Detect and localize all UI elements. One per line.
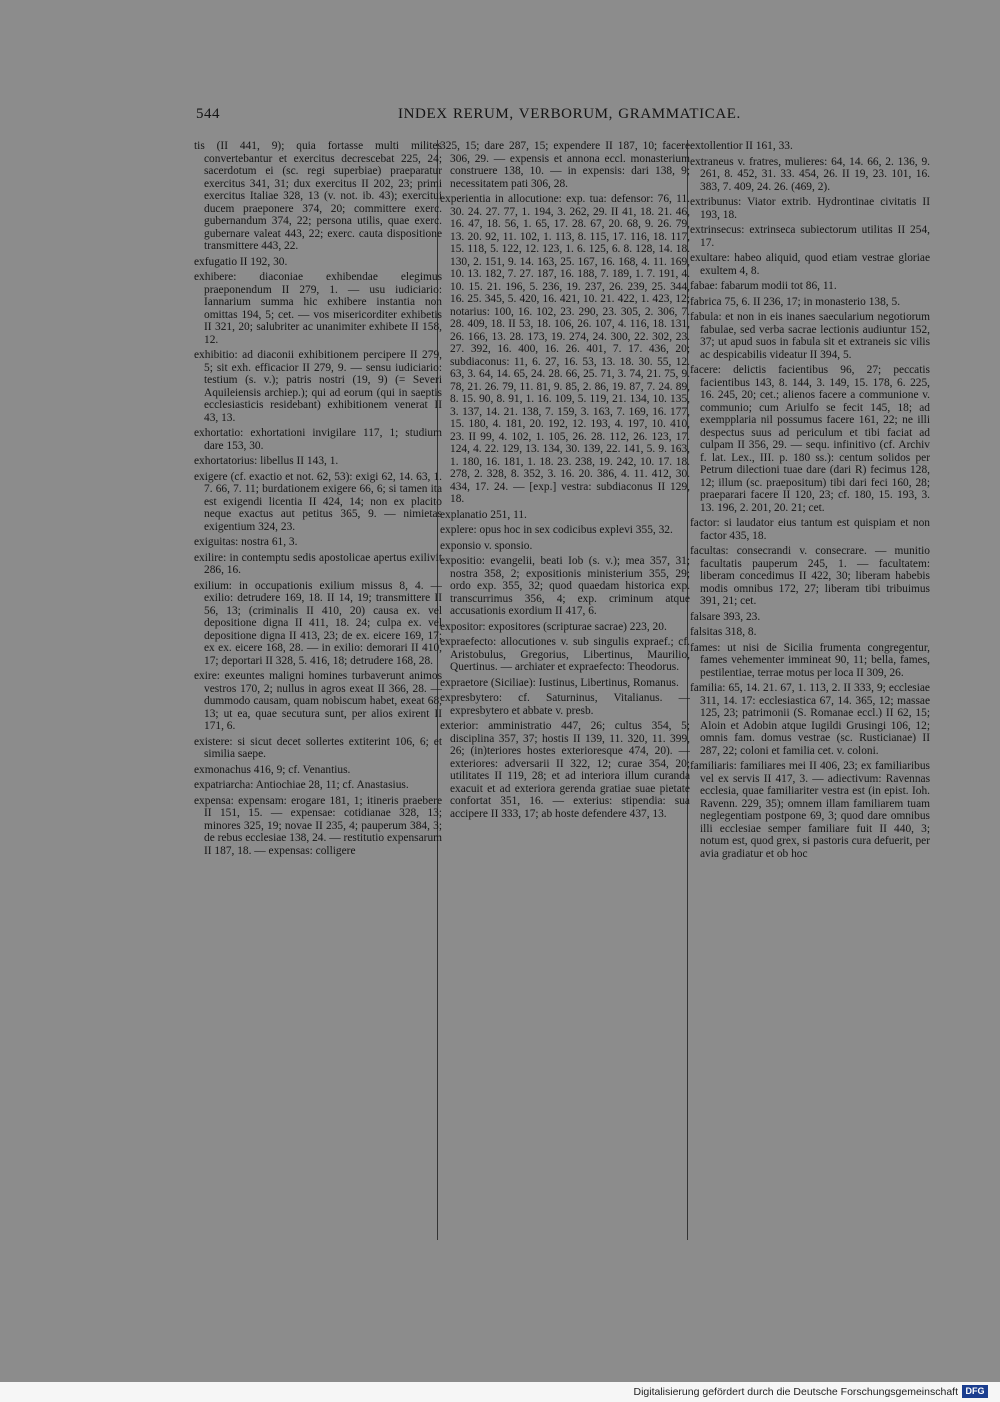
running-head: INDEX RERUM, VERBORUM, GRAMMATICAE. (398, 106, 741, 122)
index-entry: exilire: in contemptu sedis apostolicae apertus exilivit 286, 16. (194, 551, 442, 576)
index-entry: exhortatio: exhortationi invigilare 117, 1; studium dare 153, 30. (194, 427, 442, 452)
index-entry: expraetore (Siciliae): Iustinus, Libertinus, Romanus. (440, 676, 679, 689)
index-entry: falsitas 318, 8. (690, 626, 757, 638)
index-entry: exire: exeuntes maligni homines turbaverunt animos vestros 170, 2; nullus in agros exeat II 366, 28. — dummodo causam, quam nobiscum habet, exeat 68, 13; ut ea, quae secutura sunt, per alios exirent II 171, 6. (194, 670, 442, 732)
page-number: 544 (196, 106, 220, 122)
index-entry: explere: opus hoc in sex codicibus explevi 355, 32. (440, 524, 673, 536)
index-entry: exultare: habeo aliquid, quod etiam vestrae gloriae exultem 4, 8. (690, 252, 930, 277)
index-entry: exiguitas: nostra 61, 3. (194, 536, 298, 548)
index-entry: expensa: expensam: erogare 181, 1; itineris praebere II 151, 15. — expensae: cotidianae 328, 13; minores 325, 19; novae II 235, 4; pauperum 384, 3; de rebus ecclesiae 138, 24. — restitutio expensarum II 187, 18. — expensas: colligere (194, 794, 442, 857)
index-entry: factor: si laudator eius tantum est quispiam et non factor 435, 18. (690, 517, 930, 542)
index-column-2 (440, 140, 690, 1260)
index-entry: exterior: amministratio 447, 26; cultus 354, 5; disciplina 357, 37; hostis II 139, 11. 320, 11. 399, 26; (in)teriores hostes exterioresque 474, 20). — exteriores: adversarii II 322, 12; curae 354, 20; utilitates II 119, 28; et ad interiora illum curanda exacuit et ad exteriora gerenda gratiae suae pietate confortat 351, 16. — exterius: stipendia: sua accipere II 333, 17; ab hoste defendere 437, 13. (440, 720, 690, 820)
index-entry: exhortatorius: libellus II 143, 1. (194, 455, 339, 467)
index-entry: 325, 15; dare 287, 15; expendere II 187, 10; facere 306, 29. — expensis et annona eccl. monasterium construere 138, 10. — in expensis: dari 138, 9; necessitatem pati 306, 28. (440, 140, 690, 190)
index-entry: familiaris: familiares mei II 406, 23; ex familiaribus vel ex servis II 417, 3. — adiectivum: Ravennas ecclesia, quae familiariter vestra est (in epist. Ioh. Ravenn. 229, 35); omnem illam familiarem tuam neglegentiam postpone 69, 3; quod dare omnibus illi ecclesiae semper familiare fuit II 440, 3; notum est, quod grex, si pastoris cura defuerit, per avia gradiatur et ob hoc (690, 760, 930, 860)
dfg-logo: DFG (962, 1385, 988, 1398)
index-entry: explanatio 251, 11. (440, 508, 527, 521)
index-entry: exigere (cf. exactio et not. 62, 53): exigi 62, 14. 63, 1. 7. 66, 7. 11; burdationem exigere 66, 6; si tamen ita est exigendi licentia II 424, 14; non ex placito neque exactus aut petitus 365, 9. — nimietas exigentium 324, 23. (194, 470, 442, 533)
index-entry: expatriarcha: Antiochiae 28, 11; cf. Anastasius. (194, 779, 409, 791)
index-entry: familia: 65, 14. 21. 67, 1. 113, 2. II 333, 9; ecclesiae 311, 14. 17: ecclesiastica 67, 14. 365, 12; massae 125, 23; patrimonii (S. Romanae eccl.) II 62, 15; Aloin et Adobin atque Iugildi Grusingi 106, 12; omnis fam. domus vestrae (sc. Rusticianae) II 287, 22; coloni et familia cet. v. coloni. (690, 682, 930, 757)
index-entry: extrinsecus: extrinseca subiectorum utilitas II 254, 17. (690, 224, 930, 249)
index-column-3 (690, 140, 930, 1260)
index-entry: expositor: expositores (scripturae sacrae) 223, 20. (440, 620, 667, 633)
index-entry: fabula: et non in eis inanes saecularium negotiorum fabulae, sed verba sacrae lectionis audiuntur 152, 37; ut apud suos in fabula sit et extraneis sic vilis ac despicabilis videatur II 394, 5. (690, 311, 930, 361)
index-entry: fabae: fabarum modii tot 86, 11. (690, 280, 837, 292)
index-entry: falsare 393, 23. (690, 610, 761, 623)
index-entry: exhibitio: ad diaconii exhibitionem percipere II 279, 5; sit exh. efficacior II 279, 9. — sensu iudiciario: testium (s. v.); patris nostri (19, 9) (= Severi Aquileiensis archiep.); qui ad eorum (qui in saeptis ecclesiasticis residebant) exhibitionem venerat II 43, 13. (194, 349, 442, 424)
index-entry: fames: ut nisi de Sicilia frumenta congregentur, fames vehementer immineat 90, 11; bella, fames, pestilentiae, terrae motus per loca II 309, 26. (690, 641, 930, 679)
index-entry: extollentior II 161, 33. (690, 140, 793, 152)
index-entry: exponsio v. sponsio. (440, 539, 533, 552)
index-entry: experientia in allocutione: exp. tua: defensor: 76, 11. 30. 24. 27. 77, 1. 194, 3. 262, 29. II 41, 18. 21. 46, 16. 47, 18. 56, 1. 65, 17. 28. 67, 20. 68, 9. 26. 79, 13. 20. 92, 11. 102, 1. 113, 8. 115, 17. 116, 18. 117, 15. 118, 5. 122, 12. 123, 1. 6. 125, 6. 8. 128, 14. 18. 130, 2. 151, 9. 14. 163, 25. 167, 16. 168, 4. 11. 169, 10. 13. 182, 7. 27. 187, 16. 188, 7. 189, 1. 7. 191, 4. 10. 15. 21. 196, 5. 236, 19. 237, 26. 239, 25. 344, 16. 25. 345, 5. 420, 16. 421, 10. 21. 422, 1. 423, 12; notarius: 100, 16. 102, 23. 290, 23. 305, 2. 306, 7. 28. 409, 18. II 53, 18. 106, 26. 107, 4. 116, 18. 131, 26. 166, 13. 28. 173, 19. 274, 24. 300, 22. 302, 23. 27. 392, 16. 400, 16. 26. 401, 7. 17. 436, 20; subdiaconus: 11, 6. 27, 16. 53, 13. 18. 30. 55, 12. 63, 3. 64, 14. 65, 24. 28. 66, 25. 71, 3. 74, 21. 75, 9. 78, 21. 26. 79, 11. 81, 9. 85, 2. 86, 19. 87, 7. 24. 89, 8. 15. 90, 8. 91, 1. 16. 109, 5. 119, 21. 134, 10. 135, 3. 137, 14. 21. 138, 7. 159, 3. 163, 7. 169, 16. 177, 15. 180, 4. 181, 20. 192, 12. 193, 4. 197, 10. 410, 23. II 99, 4. 102, 1. 105, 26. 28. 112, 26. 123, 17. 124, 4. 22. 129, 13. 134, 30. 139, 22. 141, 5. 9. 163, 1. 180, 16. 181, 1. 18. 23. 238, 19. 242, 10. 17. 18. 278, 2. 328, 8. 352, 3. 16. 20. 386, 4. 11. 412, 30. 434, 17. 24. — [exp.] vestra: subdiaconus II 129, 18. (440, 193, 690, 505)
index-entry: extribunus: Viator extrib. Hydrontinae civitatis II 193, 18. (690, 196, 930, 221)
index-entry: expresbytero: cf. Saturninus, Vitalianus. — expresbytero et abbate v. presb. (440, 692, 690, 717)
index-entry: exilium: in occupationis exilium missus 8, 4. — exilio: detrudere 169, 18. II 14, 19; transmittere II 56, 13; (criminalis II 410, 20) causa ex. vel depositione digna II 411, 18. 24; culpa ex. vel depositione digna II 413, 23; de ex. eicere 169, 17; ex ex. eicere 168, 28. — in exilio: demorari II 410, 17; deportari II 328, 5. 416, 18; detrudere 168, 28. (194, 579, 442, 667)
index-entry: exfugatio II 192, 30. (194, 255, 288, 268)
index-entry: expositio: evangelii, beati Iob (s. v.); mea 357, 31; nostra 358, 2; expositionis ministerium 355, 29; ordo exp. 355, 32; quod quaedam historica exp. transcurrimus 356, 4; exp. criminum atque accusationis exordium II 417, 6. (440, 555, 690, 617)
index-entry: facere: delictis facientibus 96, 27; peccatis facientibus 143, 8. 144, 3. 149, 15. 178, 6. 225, 16. 245, 20; cet.; alienos facere a communione v. communio; cum Ariulfo se fecit 145, 18; ad exempplaria nil possumus facere 161, 22; ne illi despectus suus ad periculum et tibi faciat ad culpam II 356, 29. — sequ. infinitivo (cf. Archiv f. lat. Lex., III. p. 180 ss.): centum solidos per Petrum dilectioni tuae dare (dari R) fecimus 128, 12; illum (sc. praepositum) tibi dari feci 160, 28; praeparari facere II 120, 23; cf. 180, 15. 193, 3. 13. 196, 2. 201, 20. 21; cet. (690, 364, 930, 514)
index-column-1 (194, 140, 442, 1260)
index-entry: existere: si sicut decet sollertes extiterint 106, 6; et similia saepe. (194, 735, 442, 760)
index-entry: tis (II 441, 9); quia fortasse multi milites convertebantur et exercitus decrescebat 225, 24; sacerdotum ei (sc. regi superbiae) praeparatur exercitus 341, 31; dux exercitus II 202, 23; primi exercitus Italiae 328, 13 (v. not. ib. 43); exercitui ducem praeponere 374, 20; committere exerc. gubernandum 374, 22; persona utilis, quae exerc. gubernare valeat 443, 22; exerc. cauta dispositione transmittere 443, 22. (194, 140, 442, 252)
footer-credit: Digitalisierung gefördert durch die Deutsche Forschungsgemeinschaft (633, 1386, 958, 1398)
index-entry: expraefecto: allocutiones v. sub singulis expraef.; cf. Aristobulus, Gregorius, Libertinus, Maurilio, Quertinus. — archiater et expraefecto: Theodorus. (440, 636, 690, 673)
index-entry: exmonachus 416, 9; cf. Venantius. (194, 763, 351, 776)
index-entry: fabrica 75, 6. II 236, 17; in monasterio 138, 5. (690, 295, 901, 308)
index-entry: facultas: consecrandi v. consecrare. — munitio facultatis pauperum 245, 1. — facultatem: liberam concedimus II 422, 30; liberam habebis modis omnibus 172, 27; liberam tibi tribuimus 391, 21; cet. (690, 545, 930, 607)
index-entry: extraneus v. fratres, mulieres: 64, 14. 66, 2. 136, 9. 261, 8. 452, 31. 33. 454, 26. II 19, 23. 101, 16. 383, 7. 409, 24. 26. (469, 2). (690, 155, 930, 193)
index-entry: exhibere: diaconiae exhibendae elegimus praeponendum II 279, 1. — usu iudiciario: Iannarium summa hic exhibere instantia non omittas 194, 5; cet. — vos misericorditer exhibetis II 321, 20; salubriter ac unanimiter exhibete II 158, 12. (194, 271, 442, 346)
